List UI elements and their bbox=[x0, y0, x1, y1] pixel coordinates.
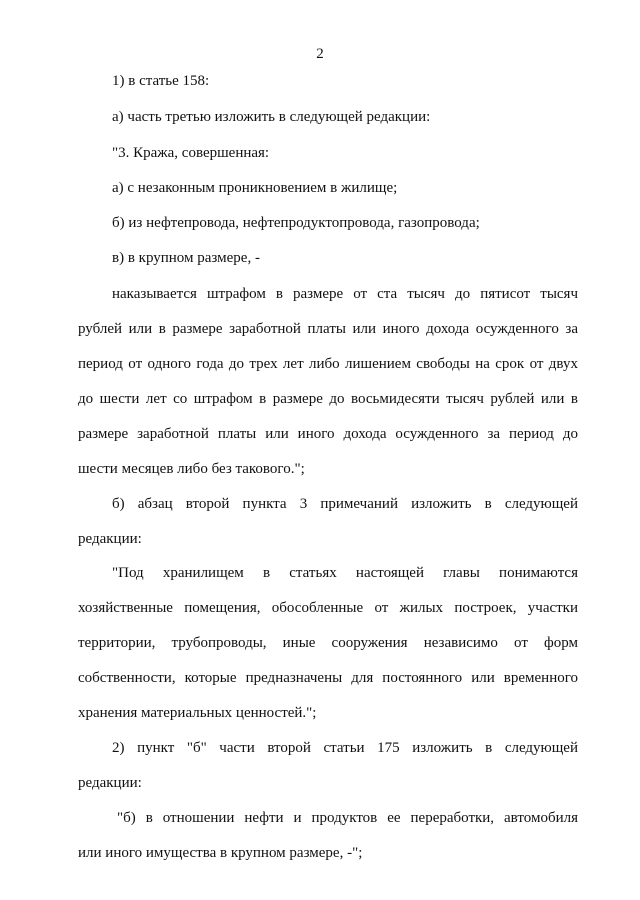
text-line: до шести лет со штрафом в размере до восьмидесяти тысяч рублей или в bbox=[78, 391, 578, 407]
text-line: хозяйственные помещения, обособленные от жилых построек, участки bbox=[78, 600, 578, 616]
text-line: в) в крупном размере, - bbox=[112, 250, 260, 266]
text-line: размере заработной платы или иного дохода осужденного за период до bbox=[78, 426, 578, 442]
page-number: 2 bbox=[316, 46, 324, 62]
text-line: период от одного года до трех лет либо лишением свободы на срок от двух bbox=[78, 356, 578, 372]
text-line: а) с незаконным проникновением в жилище; bbox=[112, 180, 398, 196]
text-line: "3. Кража, совершенная: bbox=[112, 145, 270, 161]
text-line: хранения материальных ценностей."; bbox=[78, 705, 317, 721]
text-line: б) из нефтепровода, нефтепродуктопровода, газопровода; bbox=[112, 215, 480, 231]
text-line: рублей или в размере заработной платы или иного дохода осужденного за bbox=[78, 321, 578, 337]
text-line: а) часть третью изложить в следующей редакции: bbox=[112, 109, 431, 125]
text-line: наказывается штрафом в размере от ста тысяч до пятисот тысяч bbox=[112, 286, 578, 302]
text-line: редакции: bbox=[78, 531, 142, 547]
text-line: "Под хранилищем в статьях настоящей главы понимаются bbox=[112, 565, 578, 581]
text-line: б) абзац второй пункта 3 примечаний изложить в следующей bbox=[112, 496, 578, 512]
text-line: 1) в статье 158: bbox=[112, 73, 210, 89]
text-line: или иного имущества в крупном размере, -"; bbox=[78, 845, 363, 861]
text-line: собственности, которые предназначены для постоянного или временного bbox=[78, 670, 578, 686]
text-line: 2) пункт "б" части второй статьи 175 изложить в следующей bbox=[112, 740, 578, 756]
text-line: редакции: bbox=[78, 775, 142, 791]
text-line: территории, трубопроводы, иные сооружения независимо от форм bbox=[78, 635, 578, 651]
text-line: "б) в отношении нефти и продуктов ее переработки, автомобиля bbox=[117, 810, 578, 826]
text-line: шести месяцев либо без такового."; bbox=[78, 461, 305, 477]
